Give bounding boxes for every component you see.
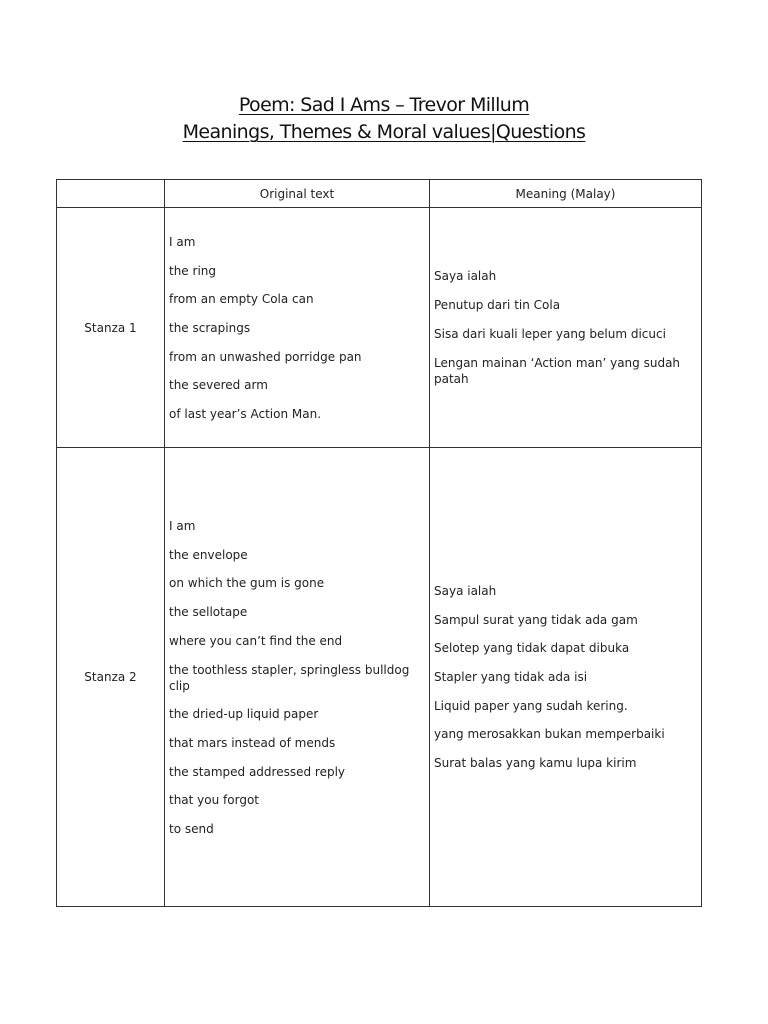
stanza-label: Stanza 2	[57, 448, 165, 907]
poem-table	[56, 179, 702, 907]
stanza-label: Stanza 1	[57, 208, 165, 448]
title-block	[0, 92, 768, 146]
meaning-line: Sampul surat yang tidak ada gam	[434, 612, 638, 627]
poem-line: the scrapings	[169, 321, 251, 335]
poem-line: the ring	[169, 263, 216, 278]
poem-line: of last year’s Action Man.	[169, 407, 322, 422]
poem-line: the severed arm	[169, 378, 268, 393]
original-text-cell	[165, 448, 430, 907]
page-title: Poem: Sad I Ams – Trevor Millum	[238, 94, 530, 116]
meaning-cell	[430, 208, 702, 448]
poem-line: to send	[169, 821, 214, 836]
poem-line: I am	[169, 234, 196, 249]
table-row	[57, 448, 702, 907]
meaning-line: Saya ialah	[434, 583, 497, 598]
meaning-line: Sisa dari kuali leper yang belum dicuci	[434, 326, 666, 341]
meaning-line: yang merosakkan bukan memperbaiki	[434, 727, 665, 742]
original-text-cell	[165, 208, 430, 448]
meaning-line: Liquid paper yang sudah kering.	[434, 698, 628, 713]
poem-line: the toothless stapler, springless bulldog clip	[169, 662, 410, 693]
poem-line: I am	[169, 519, 196, 534]
poem-line: the dried-up liquid paper	[169, 707, 319, 722]
meaning-line: Stapler yang tidak ada isi	[434, 670, 588, 684]
poem-line: on which the gum is gone	[169, 576, 325, 591]
meaning-lines	[430, 576, 701, 778]
meaning-cell	[430, 448, 702, 907]
header-blank	[57, 180, 165, 208]
header-original-text: Original text	[165, 180, 430, 208]
meaning-line: Surat balas yang kamu lupa kirim	[434, 756, 637, 771]
meaning-line: Saya ialah	[434, 269, 497, 284]
page-subtitle: Meanings, Themes & Moral values|Questions	[182, 121, 586, 143]
original-lines	[165, 226, 429, 429]
poem-line: that mars instead of mends	[169, 735, 336, 750]
poem-line: from an unwashed porridge pan	[169, 349, 362, 364]
meaning-lines	[430, 261, 701, 393]
header-meaning-malay: Meaning (Malay)	[430, 180, 702, 208]
original-lines	[165, 510, 429, 844]
poem-line: the stamped addressed reply	[169, 764, 346, 779]
poem-line: the envelope	[169, 547, 248, 562]
meaning-line: Penutup dari tin Cola	[434, 298, 561, 313]
poem-line: where you can’t find the end	[169, 633, 343, 648]
poem-line: from an empty Cola can	[169, 292, 314, 307]
poem-line: the sellotape	[169, 605, 248, 620]
table-row	[57, 208, 702, 448]
meaning-line: Selotep yang tidak dapat dibuka	[434, 641, 630, 656]
meaning-line: Lengan mainan ‘Action man’ yang sudah patah	[434, 355, 681, 386]
poem-line: that you forgot	[169, 793, 259, 808]
table-header-row	[57, 180, 702, 208]
